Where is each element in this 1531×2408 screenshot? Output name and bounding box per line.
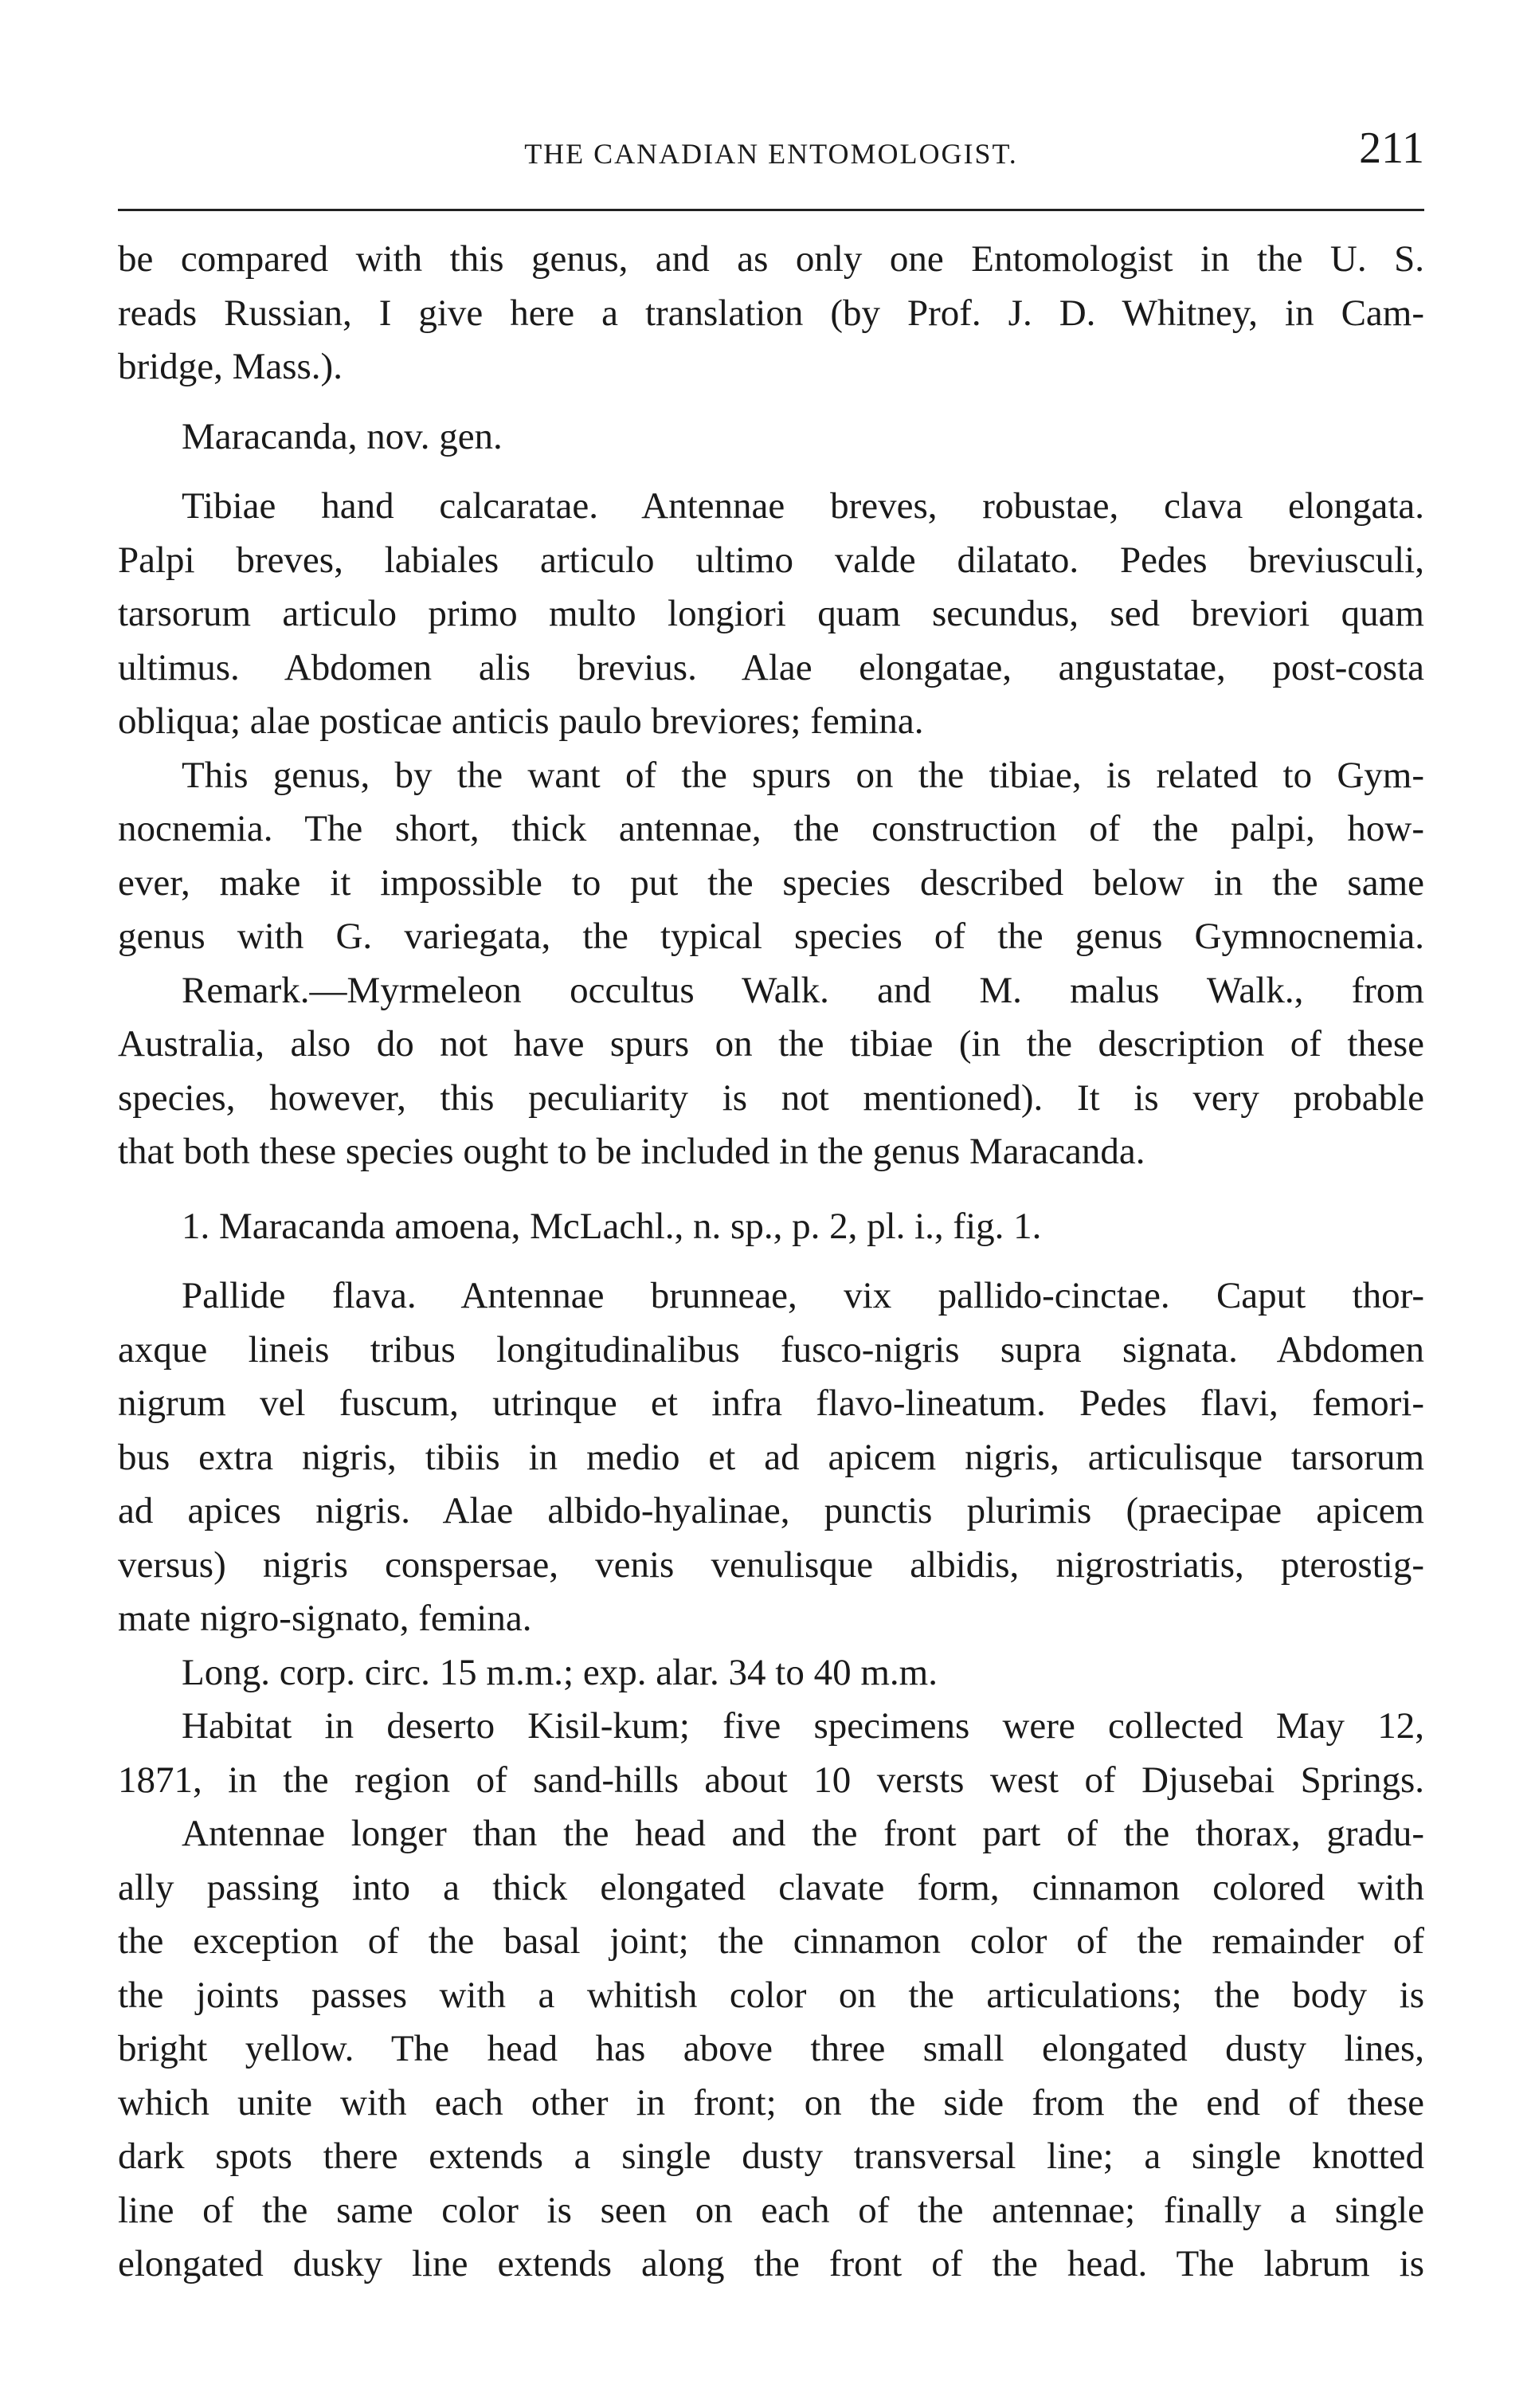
text-line: obliqua; alae posticae anticis paulo breviores; femina.: [118, 700, 924, 742]
text-line: the joints passes with a whitish color on the articulations; the body is: [118, 1974, 1424, 2016]
text-line: elongated dusky line extends along the front of the head. The labrum is: [118, 2243, 1424, 2284]
text-line: bus extra nigris, tibiis in medio et ad apicem nigris, articulisque tarsorum: [118, 1436, 1424, 1478]
text-line: 1. Maracanda amoena, McLachl., n. sp., p. 2, pl. i., fig. 1.: [182, 1205, 1042, 1247]
text-line: This genus, by the want of the spurs on the tibiae, is related to Gym-: [182, 754, 1424, 796]
text-line: 1871, in the region of sand-hills about 10 versts west of Djusebai Springs.: [118, 1759, 1424, 1801]
text-line: nocnemia. The short, thick antennae, the construction of the palpi, how-: [118, 808, 1424, 849]
text-line: be compared with this genus, and as only one Entomologist in the U. S.: [118, 238, 1424, 280]
text-line: the exception of the basal joint; the cinnamon color of the remainder of: [118, 1920, 1424, 1962]
running-head: [118, 120, 1424, 183]
page-number: 211: [1359, 124, 1424, 173]
text-line: that both these species ought to be included in the genus Maracanda.: [118, 1131, 1145, 1172]
running-title: THE CANADIAN ENTOMOLOGIST.: [524, 138, 1018, 170]
text-line: line of the same color is seen on each of the antennae; finally a single: [118, 2189, 1424, 2231]
text-line: ever, make it impossible to put the species described below in the same: [118, 861, 1424, 904]
text-line: Antennae longer than the head and the front part of the thorax, gradu-: [182, 1813, 1424, 1854]
text-line: nigrum vel fuscum, utrinque et infra flavo-lineatum. Pedes flavi, femori-: [118, 1382, 1424, 1424]
text-line: Long. corp. circ. 15 m.m.; exp. alar. 34 to 40 m.m.: [182, 1651, 938, 1693]
text-line: Remark.—Myrmeleon occultus Walk. and M. malus Walk., from: [182, 969, 1424, 1011]
text-line: ad apices nigris. Alae albido-hyalinae, punctis plurimis (praecipae apicem: [118, 1490, 1424, 1531]
text-line: dark spots there extends a single dusty transversal line; a single knotted: [118, 2135, 1424, 2177]
text-line: reads Russian, I give here a translation (by Prof. J. D. Whitney, in Cam-: [118, 292, 1424, 334]
text-line: genus with G. variegata, the typical species of the genus Gymnocnemia.: [118, 916, 1424, 957]
text-line: bridge, Mass.).: [118, 346, 343, 387]
text-line: Pallide flava. Antennae brunneae, vix pallido-cinctae. Caput thor-: [182, 1275, 1424, 1316]
text-line: Maracanda, nov. gen.: [182, 415, 503, 457]
header-rule: [118, 209, 1424, 211]
text-line: mate nigro-signato, femina.: [118, 1598, 532, 1639]
body-text: [118, 233, 1424, 2292]
text-line: which unite with each other in front; on the side from the end of these: [118, 2081, 1424, 2124]
text-line: Habitat in deserto Kisil-kum; five specimens were collected May 12,: [182, 1705, 1424, 1747]
text-line: Palpi breves, labiales articulo ultimo valde dilatato. Pedes breviusculi,: [118, 539, 1424, 581]
text-line: versus) nigris conspersae, venis venulisque albidis, nigrostriatis, pterostig-: [118, 1543, 1424, 1586]
text-line: axque lineis tribus longitudinalibus fusco-nigris supra signata. Abdomen: [118, 1328, 1424, 1371]
text-line: ally passing into a thick elongated clavate form, cinnamon colored with: [118, 1866, 1424, 1908]
text-line: Australia, also do not have spurs on the tibiae (in the description of these: [118, 1023, 1424, 1065]
text-line: Tibiae hand calcaratae. Antennae breves, robustae, clava elongata.: [182, 485, 1424, 527]
text-line: bright yellow. The head has above three small elongated dusty lines,: [118, 2028, 1424, 2069]
text-line: tarsorum articulo primo multo longiori quam secundus, sed breviori quam: [118, 593, 1424, 634]
text-line: ultimus. Abdomen alis brevius. Alae elongatae, angustatae, post-costa: [118, 646, 1424, 688]
text-line: species, however, this peculiarity is not mentioned). It is very probable: [118, 1077, 1424, 1119]
